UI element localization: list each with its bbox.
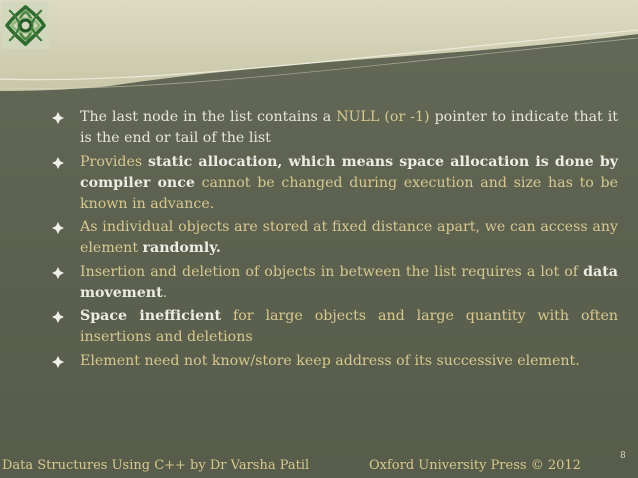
bullet-text xyxy=(80,308,618,345)
header-band xyxy=(0,0,638,92)
list-item xyxy=(46,107,618,149)
text-segment: . xyxy=(162,284,168,301)
diamond-bullet-icon xyxy=(52,356,64,368)
list-item xyxy=(46,351,618,372)
text-segment: Provides xyxy=(80,153,148,170)
text-segment: pointer to indicate that it is the end or tail of the list xyxy=(80,109,618,146)
diamond-bullet-icon xyxy=(52,267,64,279)
footer-book-title: Data Structures Using C++ by Dr Varsha Patil xyxy=(2,458,310,473)
bullet-text xyxy=(80,353,580,369)
diamond-bullet-icon xyxy=(52,311,64,323)
text-segment: As individual objects are stored at fixed distance apart, we can access any element xyxy=(80,219,618,256)
diamond-bullet-icon xyxy=(52,222,64,234)
list-item xyxy=(46,262,618,304)
list-item xyxy=(46,217,618,259)
footer-publisher: Oxford University Press © 2012 xyxy=(369,458,581,473)
bullet-text xyxy=(80,219,618,256)
bullet-text xyxy=(80,154,618,212)
list-item xyxy=(46,306,618,348)
text-segment: randomly. xyxy=(142,240,221,256)
text-segment: data movement xyxy=(80,263,618,301)
fractal-knot-logo-icon xyxy=(2,2,49,49)
bullet-text xyxy=(80,264,618,301)
text-segment: Space inefficient xyxy=(80,308,222,324)
bullet-text xyxy=(80,109,618,146)
bullet-list xyxy=(46,107,618,374)
text-segment: Element need not know/store keep address of its successive element. xyxy=(80,352,580,369)
page-number: 8 xyxy=(620,451,626,461)
diamond-bullet-icon xyxy=(52,157,64,169)
text-segment: The last node in the list contains a xyxy=(80,109,337,125)
text-segment: NULL (or -1) xyxy=(336,109,430,125)
list-item xyxy=(46,152,618,215)
diamond-bullet-icon xyxy=(52,112,64,124)
text-segment: Insertion and deletion of objects in between the list requires a lot of xyxy=(80,263,584,280)
text-segment: cannot be changed during execution and size has to be known in advance. xyxy=(80,174,618,212)
text-segment: for large objects and large quantity with often insertions and deletions xyxy=(80,308,618,345)
text-segment: static allocation, which means space allocation is done by compiler once xyxy=(80,153,618,191)
